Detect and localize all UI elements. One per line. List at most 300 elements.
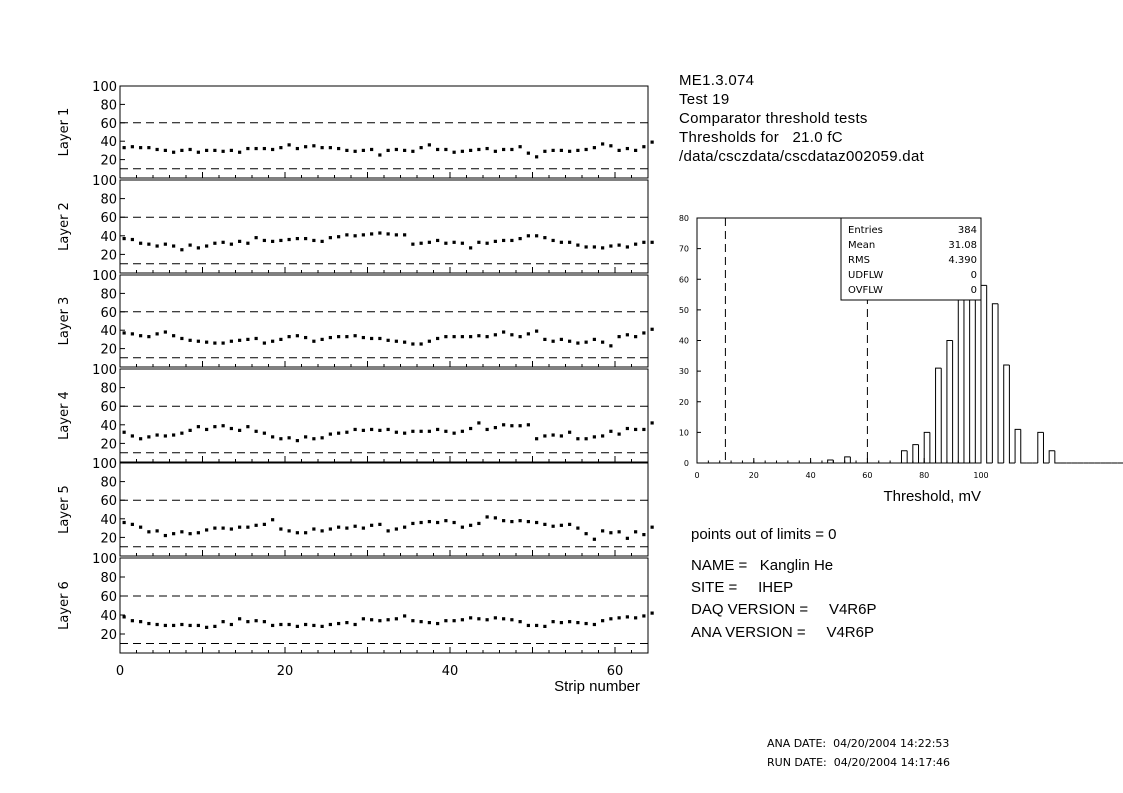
strip-point [601, 434, 604, 437]
strip-point [213, 149, 216, 152]
strip-point [279, 338, 282, 341]
strip-point [139, 146, 142, 149]
y-tick-label: 40 [100, 512, 117, 528]
strip-point [593, 146, 596, 149]
strip-point [312, 624, 315, 627]
strip-point [477, 241, 480, 244]
y-tick-label: 60 [100, 116, 117, 132]
y-tick-label: 20 [100, 531, 117, 547]
histogram-bin [845, 457, 851, 463]
strip-point [238, 151, 241, 154]
y-tick-label: 20 [100, 248, 117, 264]
hist-y-tick-label: 30 [678, 367, 689, 377]
strip-point [618, 149, 621, 152]
strip-point [271, 240, 274, 243]
strip-point [172, 624, 175, 627]
strip-point [527, 520, 530, 523]
strip-point [255, 524, 258, 527]
panel-frame [120, 558, 648, 653]
strip-point [609, 430, 612, 433]
strip-point [618, 335, 621, 338]
strip-point [527, 332, 530, 335]
strip-point [560, 149, 563, 152]
strip-point [552, 340, 555, 343]
stats-value: 4.390 [948, 255, 977, 266]
strip-point [131, 145, 134, 148]
strip-point [444, 430, 447, 433]
strip-point [461, 526, 464, 529]
strip-point [131, 332, 134, 335]
y-tick-label: 100 [92, 363, 117, 378]
strip-point [428, 340, 431, 343]
strip-point [444, 148, 447, 151]
strip-point [370, 148, 373, 151]
strip-point [469, 616, 472, 619]
strip-point [642, 145, 645, 148]
strip-point [222, 620, 225, 623]
y-tick-label: 60 [100, 400, 117, 416]
strip-point [387, 232, 390, 235]
strip-point [197, 246, 200, 249]
strip-point [370, 618, 373, 621]
strip-point [378, 429, 381, 432]
strip-point [205, 244, 208, 247]
histogram-bin [1049, 451, 1055, 463]
strip-point [189, 244, 192, 247]
strip-point [436, 239, 439, 242]
strip-point [453, 432, 456, 435]
stats-label: OVFLW [848, 285, 883, 296]
strip-point [213, 625, 216, 628]
strip-point [411, 430, 414, 433]
strip-point [403, 341, 406, 344]
strip-point [642, 241, 645, 244]
strip-point [436, 337, 439, 340]
strip-point [626, 427, 629, 430]
strip-point [139, 334, 142, 337]
histogram-bin [913, 445, 919, 463]
strip-point [279, 239, 282, 242]
strip-point [329, 146, 332, 149]
strip-point [321, 625, 324, 628]
y-tick-label: 100 [92, 174, 117, 189]
strip-point [634, 616, 637, 619]
strip-point [519, 145, 522, 148]
strip-point [263, 239, 266, 242]
strip-point [189, 429, 192, 432]
strip-point [271, 148, 274, 151]
strip-point [164, 624, 167, 627]
strip-point [246, 338, 249, 341]
strip-point [395, 148, 398, 151]
strip-point [345, 149, 348, 152]
strip-point [139, 620, 142, 623]
test-description: Comparator threshold tests [679, 110, 868, 127]
strip-point [568, 431, 571, 434]
strip-point [420, 146, 423, 149]
strip-point [453, 619, 456, 622]
strip-point [535, 330, 538, 333]
strip-point [510, 424, 513, 427]
hist-y-tick-label: 80 [678, 214, 689, 223]
strip-point [378, 337, 381, 340]
histogram-bin [924, 432, 930, 463]
strip-point [642, 533, 645, 536]
strip-point [172, 151, 175, 154]
strip-point [321, 529, 324, 532]
strip-point [560, 241, 563, 244]
strip-point [370, 232, 373, 235]
strip-point [585, 532, 588, 535]
strip-point [420, 242, 423, 245]
strip-point [123, 521, 126, 524]
strip-point [304, 237, 307, 240]
y-tick-label: 80 [100, 98, 117, 114]
strip-point [560, 338, 563, 341]
strip-point [337, 335, 340, 338]
strip-point [651, 141, 654, 144]
y-tick-label: 20 [100, 628, 117, 643]
strip-point [535, 521, 538, 524]
strip-point [345, 233, 348, 236]
strip-point [213, 341, 216, 344]
strip-point [461, 150, 464, 153]
strip-point [494, 150, 497, 153]
strip-point [362, 527, 365, 530]
strip-point [651, 328, 654, 331]
strip-point [370, 524, 373, 527]
histogram-bin [998, 304, 1004, 463]
histogram-bin [941, 368, 947, 463]
strip-point [139, 242, 142, 245]
strip-point [255, 619, 258, 622]
y-tick-label: 40 [100, 135, 117, 151]
strip-point [279, 146, 282, 149]
strip-point [444, 335, 447, 338]
strip-point [428, 621, 431, 624]
strip-point [486, 618, 489, 621]
strip-point [626, 537, 629, 540]
strip-point [609, 617, 612, 620]
layer-label: Layer 5 [57, 485, 72, 534]
stats-value: 31.08 [948, 240, 977, 251]
strip-point [634, 149, 637, 152]
strip-point [634, 530, 637, 533]
strip-point [444, 619, 447, 622]
strip-point [453, 521, 456, 524]
strip-point [510, 333, 513, 336]
strip-point [568, 241, 571, 244]
strip-point [494, 616, 497, 619]
strip-point [197, 340, 200, 343]
histogram-bin [907, 451, 913, 463]
histogram-bin [953, 341, 959, 464]
histogram-bin [1021, 429, 1027, 463]
strip-point [345, 621, 348, 624]
strip-point [411, 342, 414, 345]
strip-point [321, 146, 324, 149]
strip-point [230, 243, 233, 246]
strip-point [205, 626, 208, 629]
strip-point [354, 234, 357, 237]
chamber-id: ME1.3.074 [679, 72, 755, 89]
strip-point [502, 330, 505, 333]
strip-point [593, 338, 596, 341]
strip-point [519, 519, 522, 522]
strip-point [453, 151, 456, 154]
strip-point [477, 148, 480, 151]
strip-point [329, 433, 332, 436]
strip-point [263, 523, 266, 526]
strip-point [362, 617, 365, 620]
panel-frame [120, 275, 648, 367]
strip-point [420, 521, 423, 524]
histogram-bin [1015, 429, 1021, 463]
strip-point [172, 244, 175, 247]
strip-point [288, 335, 291, 338]
strip-point [288, 436, 291, 439]
strip-point [527, 423, 530, 426]
strip-point [634, 428, 637, 431]
panel-frame [120, 369, 648, 462]
points-out-of-limits: points out of limits = 0 [691, 526, 837, 543]
strip-point [156, 148, 159, 151]
strip-point [461, 335, 464, 338]
y-tick-label: 20 [100, 153, 117, 169]
strip-point [321, 338, 324, 341]
strip-point [337, 432, 340, 435]
y-tick-label: 100 [92, 269, 117, 284]
hist-x-tick-label: 40 [805, 471, 816, 480]
strip-point [205, 428, 208, 431]
strip-point [469, 427, 472, 430]
strip-point [651, 421, 654, 424]
strip-point [205, 149, 208, 152]
strip-point [362, 429, 365, 432]
strip-point [626, 615, 629, 618]
strip-point [502, 617, 505, 620]
strip-point [651, 612, 654, 615]
strip-point [312, 437, 315, 440]
strip-point [164, 243, 167, 246]
strip-point [147, 435, 150, 438]
strip-point [510, 618, 513, 621]
strip-point [593, 245, 596, 248]
strip-point [354, 623, 357, 626]
strip-point [601, 246, 604, 249]
strip-point [238, 617, 241, 620]
strip-point [131, 523, 134, 526]
strip-point [477, 522, 480, 525]
strip-point [180, 337, 183, 340]
strip-point [428, 520, 431, 523]
strip-point [585, 341, 588, 344]
histogram-bin [930, 432, 936, 463]
strip-point [618, 530, 621, 533]
strip-point [329, 527, 332, 530]
strip-point [222, 424, 225, 427]
strip-point [213, 242, 216, 245]
strip-point [411, 619, 414, 622]
x-tick-label: 60 [606, 664, 624, 679]
strip-point [205, 528, 208, 531]
strip-point [568, 620, 571, 623]
strip-point [568, 340, 571, 343]
strip-point [626, 333, 629, 336]
strip-point [486, 335, 489, 338]
strip-point [164, 330, 167, 333]
y-tick-label: 20 [100, 342, 117, 358]
strip-point [461, 618, 464, 621]
data-file-path: /data/csczdata/cscdataz002059.dat [679, 148, 925, 165]
strip-point [164, 149, 167, 152]
strip-point [189, 339, 192, 342]
strip-point [246, 242, 249, 245]
strip-point [601, 341, 604, 344]
hist-y-tick-label: 50 [678, 305, 689, 315]
y-tick-label: 100 [92, 457, 117, 472]
y-tick-label: 20 [100, 437, 117, 453]
strip-point [172, 532, 175, 535]
strip-point [477, 421, 480, 424]
strip-point [156, 332, 159, 335]
strip-point [428, 241, 431, 244]
threshold-setting: Thresholds for 21.0 fC [679, 129, 843, 146]
histogram-bin [1055, 451, 1061, 463]
strip-point [428, 143, 431, 146]
strip-point [585, 245, 588, 248]
strip-point [164, 534, 167, 537]
strip-point [519, 620, 522, 623]
strip-point [263, 432, 266, 435]
strip-point [189, 148, 192, 151]
strip-point [255, 337, 258, 340]
strip-point [263, 341, 266, 344]
strip-point [576, 341, 579, 344]
strip-point [618, 433, 621, 436]
strip-point [609, 244, 612, 247]
histogram-bin [833, 460, 839, 463]
strip-point [576, 621, 579, 624]
strip-point [304, 145, 307, 148]
x-tick-label: 20 [276, 664, 294, 679]
strip-point [147, 530, 150, 533]
strip-point [180, 530, 183, 533]
hist-y-tick-label: 70 [678, 244, 689, 254]
strip-point [585, 437, 588, 440]
strip-point [337, 526, 340, 529]
strip-point [519, 335, 522, 338]
strip-point [312, 340, 315, 343]
strip-point [172, 433, 175, 436]
stats-label: RMS [848, 255, 870, 266]
strip-point [263, 147, 266, 150]
strip-point [453, 241, 456, 244]
ana-date: ANA DATE: 04/20/2004 14:22:53 [767, 737, 950, 750]
strip-point [477, 617, 480, 620]
panel-frame [120, 463, 648, 556]
strip-point [618, 616, 621, 619]
strip-point [296, 147, 299, 150]
strip-point [362, 233, 365, 236]
x-tick-label: 40 [441, 664, 459, 679]
strip-point [156, 623, 159, 626]
strip-point [387, 149, 390, 152]
strip-point [395, 431, 398, 434]
strip-point [197, 151, 200, 154]
strip-point [576, 244, 579, 247]
histogram-bin [1009, 365, 1015, 463]
strip-point [131, 238, 134, 241]
strip-point [642, 331, 645, 334]
strip-point [205, 341, 208, 344]
strip-point [494, 333, 497, 336]
stats-label: UDFLW [848, 270, 884, 281]
strip-point [527, 234, 530, 237]
strip-point [312, 144, 315, 147]
strip-point [279, 623, 282, 626]
histogram-bin [919, 445, 925, 463]
strip-point [304, 435, 307, 438]
strip-point [147, 243, 150, 246]
strip-point [246, 526, 249, 529]
strip-point [246, 620, 249, 623]
strip-point [469, 246, 472, 249]
strip-point [395, 233, 398, 236]
histogram-bin [1038, 432, 1044, 463]
strip-point [189, 532, 192, 535]
strip-point [304, 623, 307, 626]
histogram-bin [1043, 432, 1049, 463]
histogram-bin [992, 304, 998, 463]
strip-point [255, 147, 258, 150]
layer-label: Layer 3 [57, 296, 72, 346]
strip-point [552, 620, 555, 623]
strip-point [502, 148, 505, 151]
strip-point [609, 531, 612, 534]
strip-point [651, 241, 654, 244]
strip-point [345, 431, 348, 434]
strip-point [469, 335, 472, 338]
histogram-bin [947, 341, 953, 464]
y-tick-label: 80 [100, 192, 117, 208]
strip-point [279, 437, 282, 440]
strip-point [131, 619, 134, 622]
y-tick-label: 60 [100, 211, 117, 227]
strip-point [123, 431, 126, 434]
stats-value: 0 [970, 270, 977, 281]
strip-point [139, 526, 142, 529]
strip-point [123, 615, 126, 618]
strip-point [560, 434, 563, 437]
layer-label: Layer 1 [57, 107, 72, 157]
hist-x-axis-title: Threshold, mV [883, 488, 981, 505]
strip-point [420, 430, 423, 433]
strip-point [469, 149, 472, 152]
strip-point [609, 344, 612, 347]
strip-point [436, 428, 439, 431]
histogram-bin [901, 451, 907, 463]
strip-point [378, 153, 381, 156]
strip-point [585, 148, 588, 151]
strip-point [486, 515, 489, 518]
strip-point [403, 432, 406, 435]
y-tick-label: 100 [92, 80, 117, 95]
strip-point [180, 248, 183, 251]
hist-y-tick-label: 10 [678, 428, 689, 438]
strip-point [436, 622, 439, 625]
strip-point [156, 529, 159, 532]
